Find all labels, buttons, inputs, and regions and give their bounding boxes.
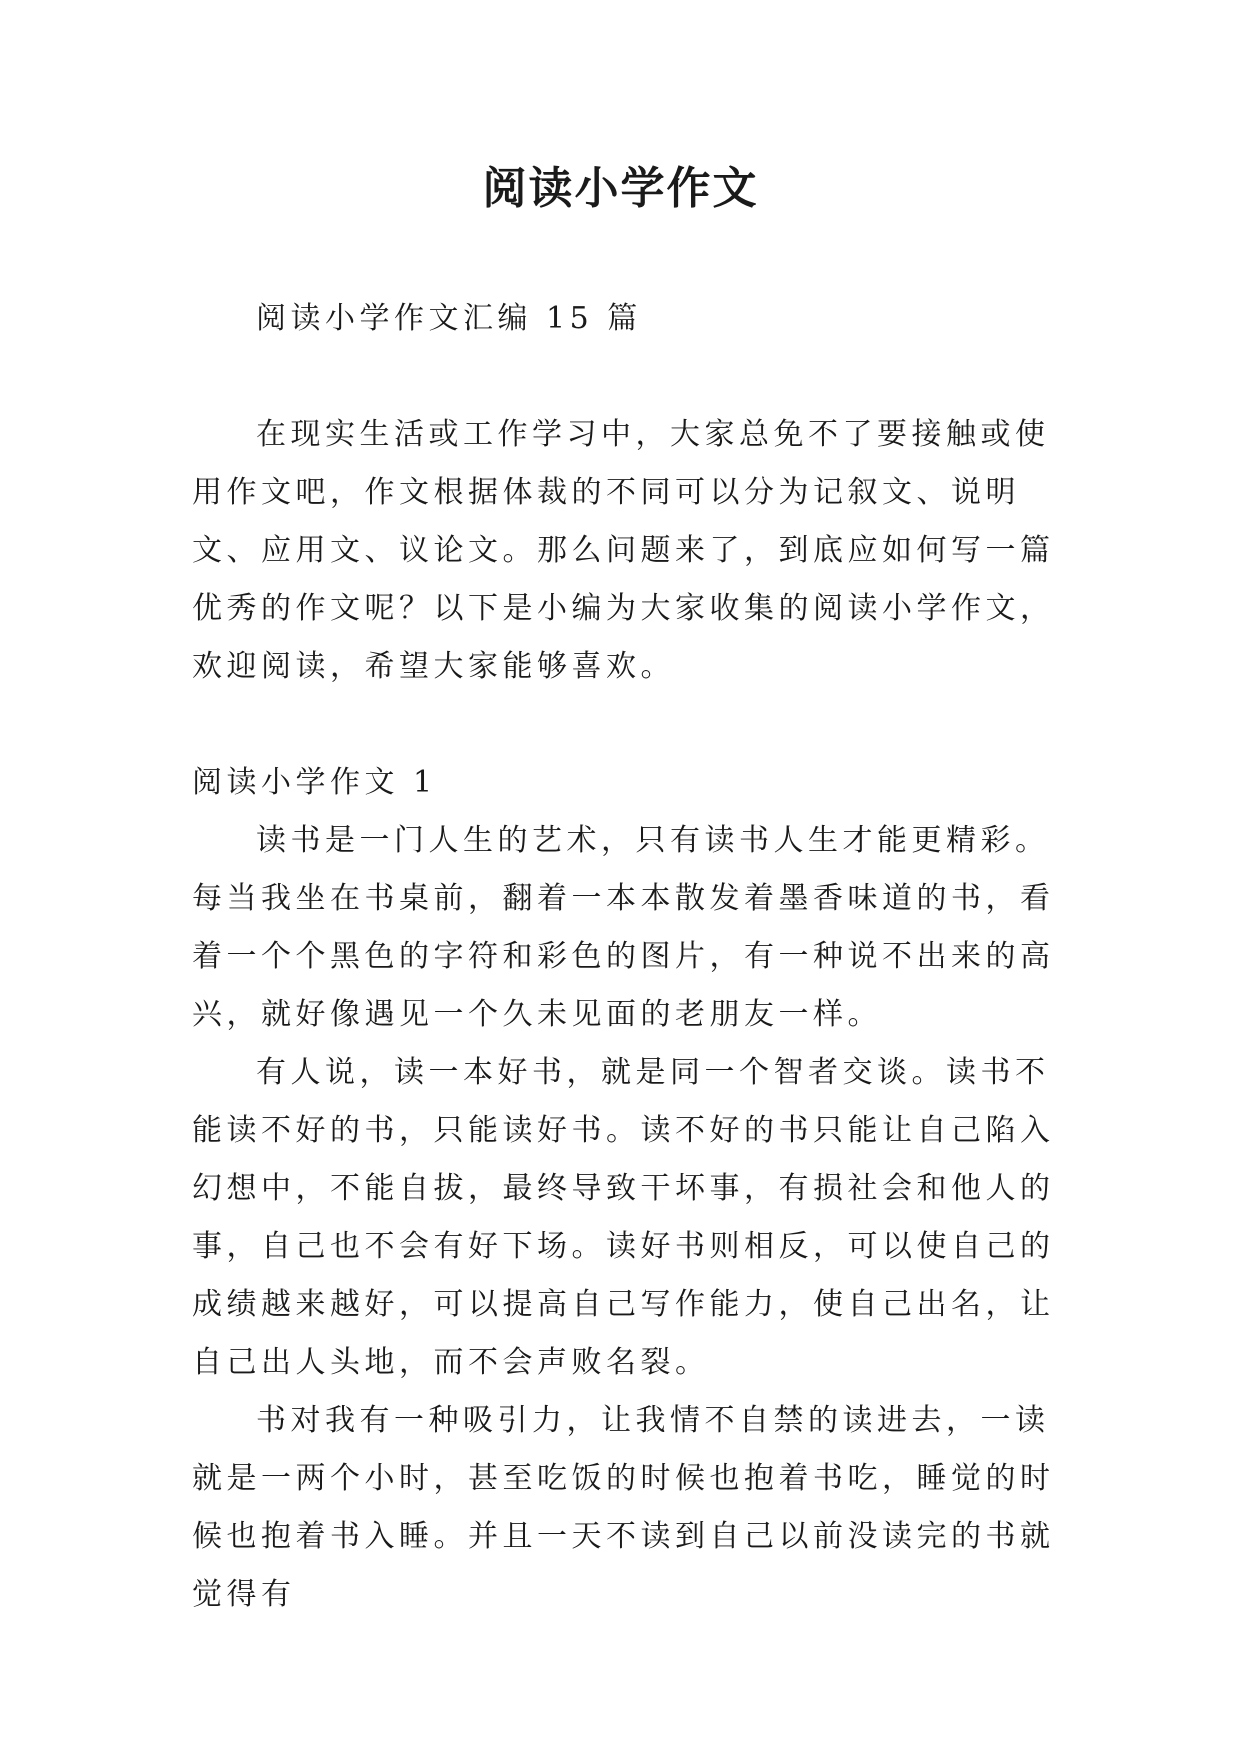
document-title: 阅读小学作文	[482, 163, 759, 214]
article-paragraph-2: 有人说，读一本好书，就是同一个智者交谈。读书不能读不好的书，只能读好书。读不好的书只能让自己陷入幻想中，不能自拔，最终导致干坏事，有损社会和他人的事，自己也不会有好下场。读好书则相反，可以使自己的成绩越来越好，可以提高自己写作能力，使自己出名，让自己出人头地，而不会声败名裂。	[192, 1055, 1055, 1380]
intro-paragraph: 在现实生活或工作学习中，大家总免不了要接触或使用作文吧，作文根据体裁的不同可以分为记叙文、说明文、应用文、议论文。那么问题来了，到底应如何写一篇优秀的作文呢？以下是小编为大家收集的阅读小学作文，欢迎阅读，希望大家能够喜欢。	[192, 417, 1055, 684]
article-paragraph-3: 书对我有一种吸引力，让我情不自禁的读进去，一读就是一两个小时，甚至吃饭的时候也抱着书吃，睡觉的时候也抱着书入睡。并且一天不读到自己以前没读完的书就觉得有	[192, 1403, 1055, 1612]
section-title: 阅读小学作文 1	[192, 765, 437, 800]
document-subtitle: 阅读小学作文汇编 15 篇	[256, 301, 642, 336]
article-paragraph-1: 读书是一门人生的艺术，只有读书人生才能更精彩。每当我坐在书桌前，翻着一本本散发着墨香味道的书，看着一个个黑色的字符和彩色的图片，有一种说不出来的高兴，就好像遇见一个久未见面的老朋友一样。	[192, 823, 1055, 1032]
article-body	[192, 812, 1072, 1624]
